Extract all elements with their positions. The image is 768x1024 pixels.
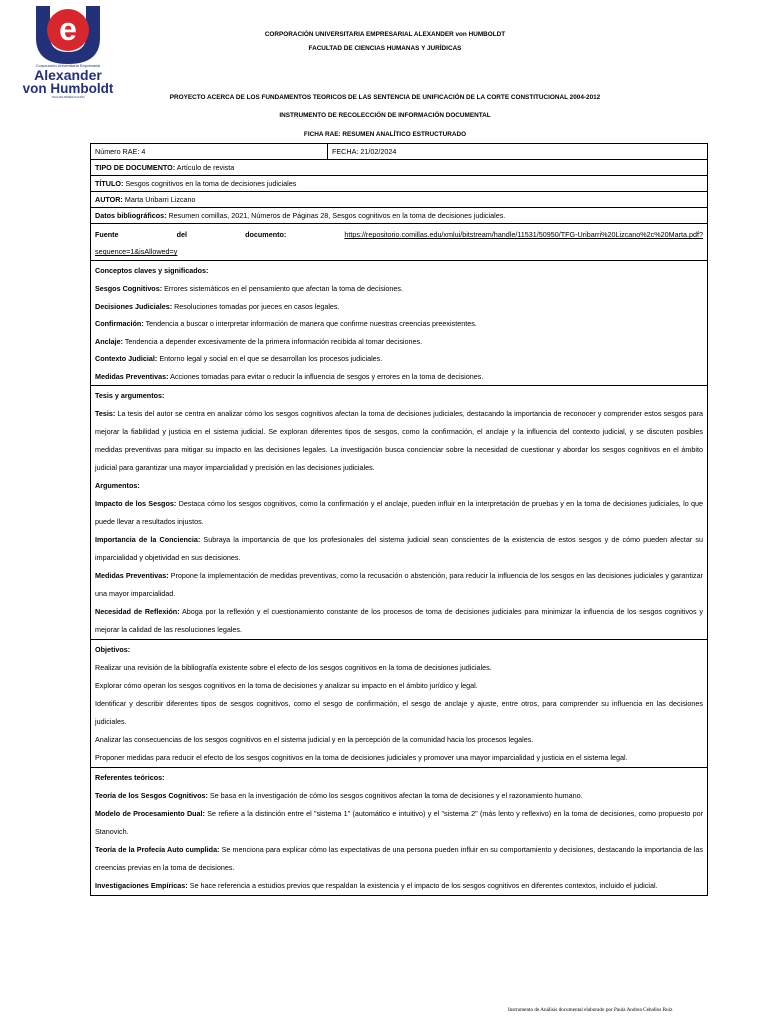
fuente-url-part1[interactable]: https://repositorio.comillas.edu/xmlui/bitstream/handle/11531/50950/TFG-Uribarri%20Lizcano%2c%20Marta.pdf? xyxy=(344,230,703,239)
row-rae-fecha xyxy=(91,144,708,160)
concepto-label: Medidas Preventivas: xyxy=(95,371,169,381)
fuente-word2: del xyxy=(176,230,188,239)
cell-datos xyxy=(91,208,708,224)
concepto-label: Contexto Judicial: xyxy=(95,354,158,363)
cell-titulo xyxy=(91,176,708,192)
autor-value: Marta Uribarri Lizcano xyxy=(124,195,196,204)
objetivo-item: Explorar cómo operan los sesgos cognitivos en la toma de decisiones y analizar su impacto en el ámbito jurídico y legal. xyxy=(95,681,478,690)
row-fuente xyxy=(91,224,708,261)
rae-label: Número RAE: xyxy=(95,147,140,156)
conceptos-title xyxy=(95,262,703,280)
tesis-title xyxy=(95,387,703,405)
logo-brand-text: Corporación Universitaria Empresarial xyxy=(35,64,101,68)
cell-referentes xyxy=(91,768,708,896)
concepto-text: Acciones tomadas para evitar o reducir la influencia de sesgos y errores en la toma de decisiones. xyxy=(170,371,484,381)
referente-label: Teoría de la Profecía Auto cumplida: xyxy=(95,845,220,854)
objetivos-title xyxy=(95,641,703,659)
row-tesis xyxy=(91,386,708,640)
header-ficha: FICHA RAE: RESUMEN ANALÍTICO ESTRUCTURADO xyxy=(303,131,467,138)
objetivos-title-text: Objetivos: xyxy=(95,645,131,654)
concepto-text: Errores sistemáticos en el pensamiento que afectan la toma de decisiones. xyxy=(164,284,404,293)
tesis-text: La tesis del autor se centra en analizar cómo los sesgos cognitivos afectan la toma de decisiones judiciales, destacando la importancia de reconocer y comprender estos sesgos para mejorar la fiabilidad y justicia en el sistema judicial. Se exploran diferentes tipos de sesgos, como la confirmación, el anclaje y la influencia del contexto judicial, y se discuten posibles medidas preventivas para mitigar su impacto en las decisiones legales. La investigación busca concienciar sobre la necesidad de cuestionar y abordar los sesgos cognitivos en el ámbito judicial para garantizar una mayor imparcialidad y precisión en las decisiones judiciales. xyxy=(95,409,703,472)
argumentos-title xyxy=(95,477,703,495)
concepto-item xyxy=(95,298,703,316)
rae-value: 4 xyxy=(141,147,146,156)
autor-label: AUTOR: xyxy=(95,195,123,204)
fecha-label: FECHA: xyxy=(332,147,359,156)
row-titulo xyxy=(91,176,708,192)
argumento-label: Necesidad de Reflexión: xyxy=(95,607,180,616)
referente-item xyxy=(95,877,703,895)
e-letter-mark: e xyxy=(59,11,77,47)
cell-objetivos xyxy=(91,640,708,768)
concepto-text: Tendencia a depender excesivamente de la primera información recibida al tomar decisiones. xyxy=(124,336,423,346)
argumento-label: Impacto de los Sesgos: xyxy=(95,499,177,508)
cell-tesis xyxy=(91,386,708,640)
referentes-title xyxy=(95,769,703,787)
fuente-word1: Fuente xyxy=(95,230,119,239)
referentes-title-text: Referentes teóricos: xyxy=(95,773,165,782)
tesis-paragraph xyxy=(95,405,703,477)
fuente-line2 xyxy=(95,243,703,260)
referente-item xyxy=(95,841,703,877)
cell-conceptos xyxy=(91,261,708,386)
concepto-text: Resoluciones tomadas por jueces en casos legales. xyxy=(174,301,340,311)
argumento-label: Medidas Preventivas: xyxy=(95,571,169,580)
referente-item xyxy=(95,805,703,841)
header-institution: CORPORACIÓN UNIVERSITARIA EMPRESARIAL ALEXANDER von HUMBOLDT xyxy=(264,31,506,38)
row-autor xyxy=(91,192,708,208)
argumento-item xyxy=(95,567,703,603)
conceptos-title-text: Conceptos claves y significados: xyxy=(95,266,209,275)
cell-fecha xyxy=(328,144,708,160)
argumento-label: Importancia de la Conciencia: xyxy=(95,535,201,544)
argumento-text: Subraya la importancia de que los profesionales del sistema judicial sean conscientes de la existencia de estos sesgos y de cómo pueden afectar su imparcialidad y objetividad en sus decisiones. xyxy=(95,535,703,562)
objetivo-item: Realizar una revisión de la bibliografía existente sobre el efecto de los sesgos cognitivos en la toma de decisiones judiciales. xyxy=(95,663,492,672)
row-datos xyxy=(91,208,708,224)
tesis-label: Tesis: xyxy=(95,409,116,418)
university-logo-graphic xyxy=(6,2,130,102)
argumento-item xyxy=(95,531,703,567)
cell-tipo xyxy=(91,160,708,176)
referente-label: Investigaciones Empíricas: xyxy=(95,881,188,890)
objetivo-item: Identificar y describir diferentes tipos de sesgos cognitivos, como el sesgo de confirmación, el sesgo de anclaje y ajuste, entre otros, para comprender su influencia en las decisiones judiciales. xyxy=(95,699,703,726)
fuente-line xyxy=(95,226,703,243)
argumentos-title-text: Argumentos: xyxy=(95,481,140,490)
tesis-title-text: Tesis y argumentos: xyxy=(95,391,165,400)
referente-item xyxy=(95,787,703,805)
concepto-label: Anclaje: xyxy=(95,336,123,346)
concepto-item xyxy=(95,368,703,386)
argumento-item xyxy=(95,603,703,639)
concepto-label: Sesgos Cognitivos: xyxy=(95,284,163,293)
concepto-item xyxy=(95,333,703,351)
objetivo-item: Proponer medidas para reducir el efecto de los sesgos cognitivos en la toma de decisiones judiciales y promover una mayor imparcialidad y justicia en el sistema legal. xyxy=(95,753,628,762)
titulo-value: Sesgos cognitivos en la toma de decisiones judiciales xyxy=(125,179,297,188)
tipo-value: Artículo de revista xyxy=(176,163,235,172)
concepto-label: Decisiones Judiciales: xyxy=(95,301,173,311)
datos-label: Datos bibliográficos: xyxy=(95,211,167,220)
titulo-label: TÍTULO: xyxy=(95,179,124,188)
referente-text: Se hace referencia a estudios previos que respaldan la existencia y el impacto de los sesgos cognitivos en diferentes contextos, incluido el judicial. xyxy=(189,881,658,890)
logo-name-line1: Alexander xyxy=(34,67,102,83)
row-conceptos xyxy=(91,261,708,386)
rae-table xyxy=(90,143,708,896)
header-project: PROYECTO ACERCA DE LOS FUNDAMENTOS TEORICOS DE LAS SENTENCIA DE UNIFICACIÓN DE LA CORTE CONSTITUCIONAL 2004-2012 xyxy=(169,94,601,101)
argumento-text: Aboga por la reflexión y el cuestionamiento constante de los procesos de toma de decisiones judiciales para minimizar la influencia de los sesgos cognitivos y mejorar la calidad de las resoluciones legales. xyxy=(95,607,703,634)
fuente-url-part2[interactable]: sequence=1&isAllowed=y xyxy=(95,247,178,256)
university-logo xyxy=(6,2,130,102)
logo-name-line2: von Humboldt xyxy=(22,81,114,96)
footer-credit: Instrumento de Análisis documental elaborado por Paula Andrea Ceballos Ruiz xyxy=(508,1007,673,1013)
argumento-text: Destaca cómo los sesgos cognitivos, como la confirmación y el anclaje, pueden influir en la interpretación de pruebas y en la toma de decisiones judiciales, lo que puede llevar a resultados injustos. xyxy=(95,499,704,526)
row-tipo xyxy=(91,160,708,176)
concepto-label: Confirmación: xyxy=(95,319,144,328)
concepto-item xyxy=(95,315,703,333)
argumento-text: Propone la implementación de medidas preventivas, como la recusación o abstención, para reducir la influencia de los sesgos en las decisiones judiciales y garantizar una mayor imparcialidad. xyxy=(95,571,703,598)
concepto-text: Tendencia a buscar o interpretar información de manera que confirme nuestras creencias preexistentes. xyxy=(145,319,477,328)
concepto-text: Entorno legal y social en el que se desarrollan los procesos judiciales. xyxy=(159,354,383,363)
header-faculty: FACULTAD DE CIENCIAS HUMANAS Y JURÍDICAS xyxy=(308,45,462,52)
cell-fuente xyxy=(91,224,708,261)
concepto-item xyxy=(95,350,703,368)
referente-text: Se menciona para explicar cómo las expectativas de una persona pueden influir en su comportamiento y decisiones, destacando la importancia de las creencias previas en la toma de decisiones. xyxy=(95,845,704,872)
row-objetivos xyxy=(91,640,708,768)
fecha-value: 21/02/2024 xyxy=(360,147,397,156)
cell-rae-number xyxy=(91,144,328,160)
row-referentes xyxy=(91,768,708,896)
header-instrument: INSTRUMENTO DE RECOLECCIÓN DE INFORMACIÓN DOCUMENTAL xyxy=(279,112,491,119)
referente-text: Se basa en la investigación de cómo los sesgos cognitivos afectan la toma de decisiones y el razonamiento humano. xyxy=(209,791,583,800)
tipo-label: TIPO DE DOCUMENTO: xyxy=(95,163,176,172)
referente-label: Modelo de Procesamiento Dual: xyxy=(95,809,205,818)
logo-tagline: VIGILADA MINEDUCACIÓN xyxy=(51,96,85,99)
fuente-word3: documento: xyxy=(245,230,287,239)
referente-text: Se refiere a la distinción entre el "sistema 1" (automático e intuitivo) y el "sistema 2" (más lento y reflexivo) en la toma de decisiones, como propuesto por Stanovich. xyxy=(95,809,704,836)
referente-label: Teoría de los Sesgos Cognitivos: xyxy=(95,791,208,800)
datos-value: Resumen comillas, 2021, Números de Páginas 28, Sesgos cognitivos en la toma de decisiones judiciales. xyxy=(168,211,506,220)
cell-autor xyxy=(91,192,708,208)
concepto-item xyxy=(95,280,703,298)
objetivo-item: Analizar las consecuencias de los sesgos cognitivos en el sistema judicial y en la percepción de la comunidad hacia los procesos legales. xyxy=(95,735,534,744)
argumento-item xyxy=(95,495,703,531)
